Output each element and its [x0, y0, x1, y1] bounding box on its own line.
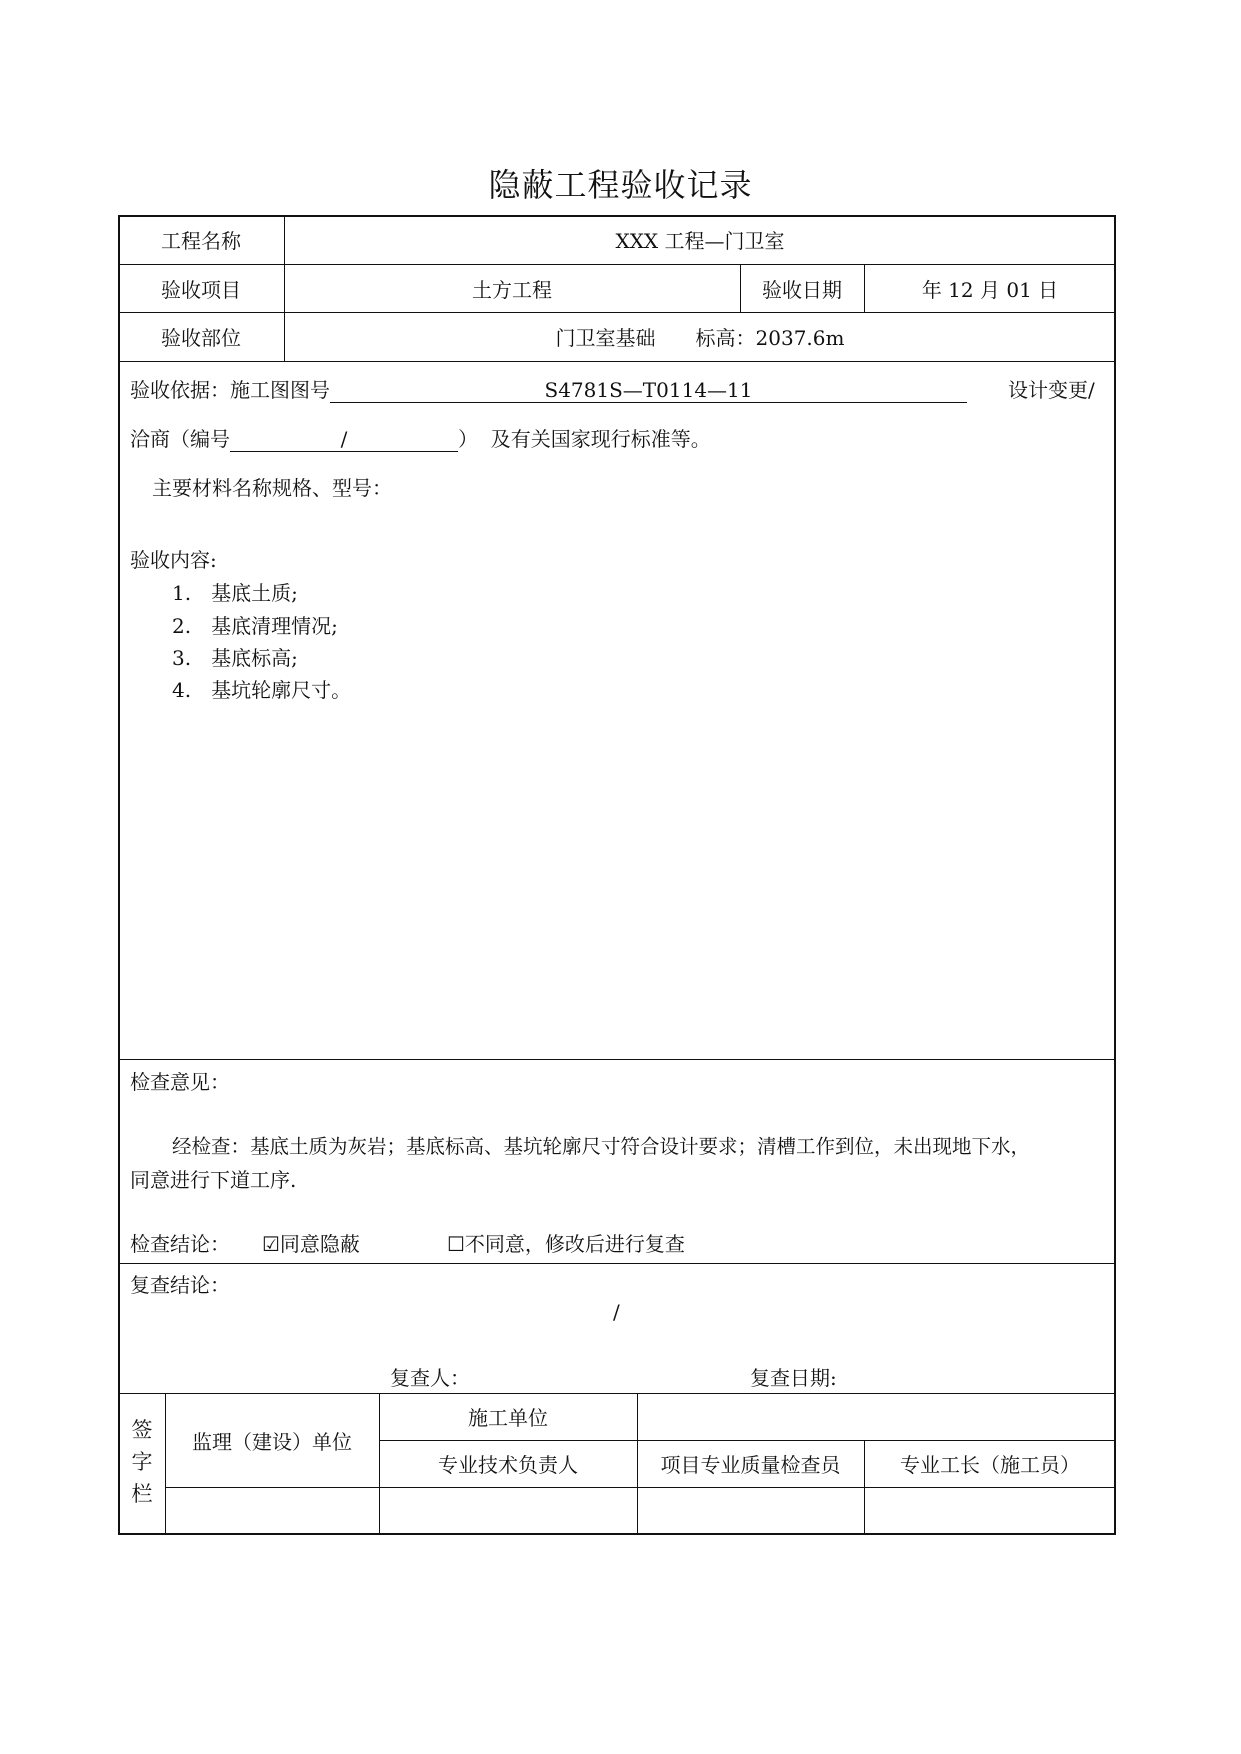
date-value: 年 12 月 01 日 [921, 277, 1059, 302]
materials-label: 主要材料名称规格、型号： [152, 476, 392, 500]
drawing-number: S4781S—T0114—11 [330, 378, 967, 403]
foreman-label: 专业工长（施工员） [900, 1453, 1080, 1477]
change-number: / [230, 427, 458, 452]
disagree-checkbox-option[interactable]: ☐不同意，修改后进行复查 [447, 1232, 685, 1256]
supervisor-signature-field[interactable] [165, 1487, 379, 1535]
content-item: 3. 基底标高; [172, 646, 298, 670]
part-value: 门卫室基础 标高：2037.6m [555, 326, 845, 350]
review-value: / [613, 1300, 620, 1324]
foreman-signature-field[interactable] [864, 1487, 1116, 1535]
basis-line-2 [130, 423, 711, 452]
row-divider [118, 1263, 1116, 1264]
quality-inspector-signature-field[interactable] [637, 1487, 864, 1535]
content-item: 1. 基底土质; [172, 581, 298, 605]
row-divider [118, 1059, 1116, 1060]
project-name-value: XXX 工程—门卫室 [615, 229, 785, 253]
supervisor-unit-label: 监理（建设）单位 [192, 1429, 352, 1454]
row-divider [118, 361, 1116, 362]
basis-line-1 [130, 374, 967, 403]
item-label: 验收项目 [161, 277, 241, 302]
inspection-heading: 检查意见： [130, 1070, 230, 1094]
basis-prefix: 验收依据：施工图图号 [130, 378, 330, 402]
document-title: 隐蔽工程验收记录 [488, 166, 753, 204]
date-label: 验收日期 [762, 277, 842, 302]
reviewer-label: 复查人： [390, 1366, 470, 1390]
contractor-unit-label: 施工单位 [468, 1406, 548, 1430]
content-heading: 验收内容: [130, 548, 217, 572]
signature-column-label [119, 1414, 165, 1510]
part-label: 验收部位 [161, 326, 241, 350]
tech-leader-signature-field[interactable] [379, 1487, 637, 1535]
basis-line2-prefix: 洽商（编号 [130, 427, 230, 451]
inspection-opinion-line2: 同意进行下道工序. [130, 1168, 297, 1192]
project-name-label: 工程名称 [161, 229, 241, 253]
signature-column-text: 签字栏 [131, 1418, 153, 1506]
agree-checkbox-option[interactable]: ☑同意隐蔽 [262, 1232, 360, 1256]
tech-leader-label: 专业技术负责人 [438, 1453, 578, 1477]
review-heading: 复查结论： [130, 1273, 230, 1297]
quality-inspector-label: 项目专业质量检查员 [660, 1453, 841, 1477]
item-value: 土方工程 [472, 277, 552, 302]
basis-line2-suffix: ） 及有关国家现行标准等。 [458, 427, 711, 451]
review-date-label: 复查日期: [750, 1366, 837, 1390]
record-table [118, 215, 1116, 1535]
content-item: 2. 基底清理情况; [172, 614, 338, 638]
basis-suffix: 设计变更/ [1008, 378, 1095, 402]
inspection-opinion-line1: 经检查：基底土质为灰岩；基底标高、基坑轮廓尺寸符合设计要求；清槽工作到位，未出现地下水， [172, 1135, 1031, 1158]
contractor-unit-field[interactable] [637, 1393, 1116, 1440]
conclusion-label: 检查结论： [130, 1232, 230, 1256]
content-item: 4. 基坑轮廓尺寸。 [172, 678, 352, 702]
